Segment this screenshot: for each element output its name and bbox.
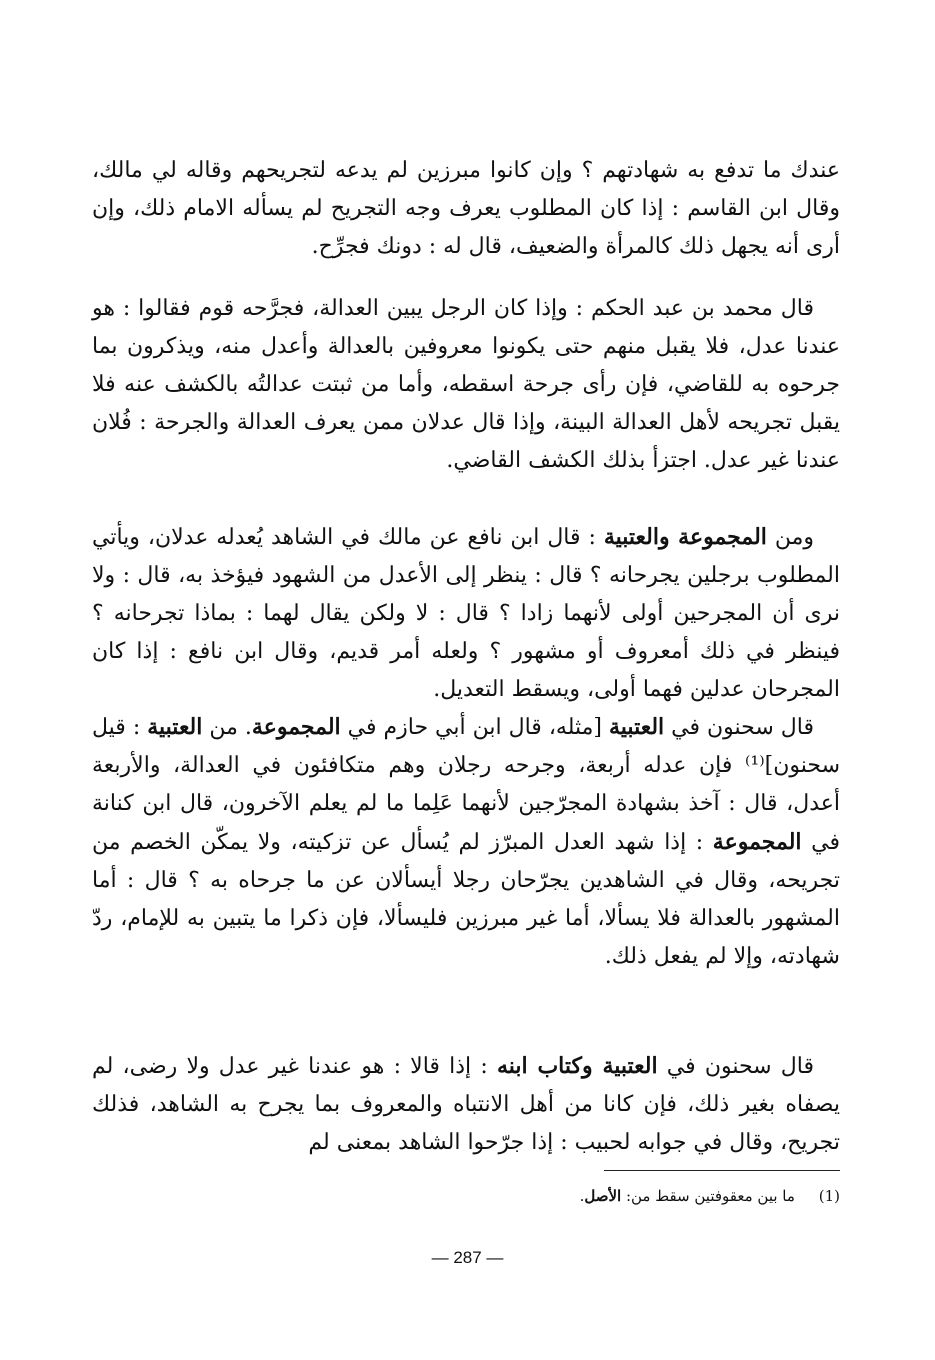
footnote	[92, 1183, 840, 1209]
footnote-divider	[604, 1170, 840, 1171]
text-run: قال سحنون في	[657, 1054, 814, 1079]
bold-source-title: العتبية وكتاب ابنه	[496, 1053, 658, 1079]
bold-source-title: العتبية	[609, 714, 665, 740]
text-run: . من	[202, 715, 252, 740]
paragraph-1	[92, 152, 840, 266]
bold-source-title: المجموعة	[251, 714, 341, 740]
paragraph-4	[92, 708, 840, 976]
bold-source-title: المجموعة والعتبية	[603, 524, 767, 550]
text-run: : إذا شهد العدل المبرّز لم يُسأل عن تزكيته، ولا يمكّن الخصم من تجريحه، وقال في الشاهدين يجرّحان رجلا أيسألان عن ما جرحاه به ؟ قال : أما المشهور بالعدالة فلا يسألا، أما غير مبرزين فليسألا، فإن ذكرا ما يتبين به للإمام، ردّ شهادته، وإلا لم يفعل ذلك.	[92, 830, 840, 969]
footnote-source: الأصل	[584, 1187, 622, 1205]
paragraph-text	[92, 1047, 840, 1162]
bold-source-title: العتبية	[147, 714, 203, 740]
text-run: قال محمد بن عبد الحكم : وإذا كان الرجل يبين العدالة، فجرَّحه قوم فقالوا : هو عندنا عدل، فلا يقبل منهم حتى يكونوا معروفين بالعدالة وأعدل منه، ويذكرون بما جرحوه به للقاضي، فإن رأى جرحة اسقطه، وأما من ثبتت عدالتُه بالكشف عنه فلا يقبل تجريحه لأهل العدالة البينة، وإذا قال عدلان ممن يعرف العدالة والجرحة : فُلان عندنا غير عدل. اجتزأ بذلك الكشف القاضي.	[92, 296, 840, 473]
text-run: : قيل سحنون]⁽¹⁾ فإن عدله أربعة، وجرحه رجلان وهم متكافئون في العدالة، والأربعة أعدل، قال : آخذ بشهادة المجرّجين لأنهما عَلِما ما لم يعلم الآخرون، قال ابن كنانة في	[92, 715, 840, 855]
text-run: عندك ما تدفع به شهادتهم ؟ وإن كانوا مبرزين لم يدعه لتجريحهم وقاله لي مالك، وقال ابن القاسم : إذا كان المطلوب يعرف وجه التجريح لم يسأله الامام ذلك، وإن أرى أنه يجهل ذلك كالمرأة والضعيف، قال له : دونك فجرِّح.	[92, 158, 840, 259]
paragraph-text	[92, 518, 840, 709]
footnote-text: ما بين معقوفتين سقط من:	[621, 1187, 795, 1205]
paragraph-3	[92, 518, 840, 709]
text-run: : إذا قالا : هو عندنا غير عدل ولا رضى، لم يصفاه بغير ذلك، فإن كانا من أهل الانتباه والمعروف بما يجرح به الشاهد، فذلك تجريح، وقال في جوابه لحبيب : إذا جرّحوا الشاهد بمعنى لم	[92, 1054, 840, 1155]
paragraph-text	[92, 152, 840, 266]
paragraph-text	[92, 290, 840, 480]
text-run: [مثله، قال ابن أبي حازم في	[340, 715, 609, 740]
paragraph-2	[92, 290, 840, 480]
text-run: ومن	[766, 525, 815, 550]
paragraph-5	[92, 1047, 840, 1162]
text-run: : قال ابن نافع عن مالك في الشاهد يُعدله عدلان، ويأتي المطلوب برجلين يجرحانه ؟ قال : ينظر إلى الأعدل من الشهود فيؤخذ به، قال : ولا نرى أن المجرحين أولى لأنهما زادا ؟ قال : لا ولكن يقال لهما : بماذا تجرحانه ؟ فينظر في ذلك أمعروف أو مشهور ؟ ولعله أمر قديم، وقال ابن نافع : إذا كان المجرحان عدلين فهما أولى، ويسقط التعديل.	[92, 525, 840, 702]
footnote-marker: (1)	[818, 1187, 840, 1205]
paragraph-text	[92, 708, 840, 976]
footnote-end: .	[579, 1187, 585, 1205]
page-number: — 287 —	[431, 1248, 504, 1267]
text-run: قال سحنون في	[664, 715, 814, 740]
bold-source-title: المجموعة	[712, 829, 802, 855]
